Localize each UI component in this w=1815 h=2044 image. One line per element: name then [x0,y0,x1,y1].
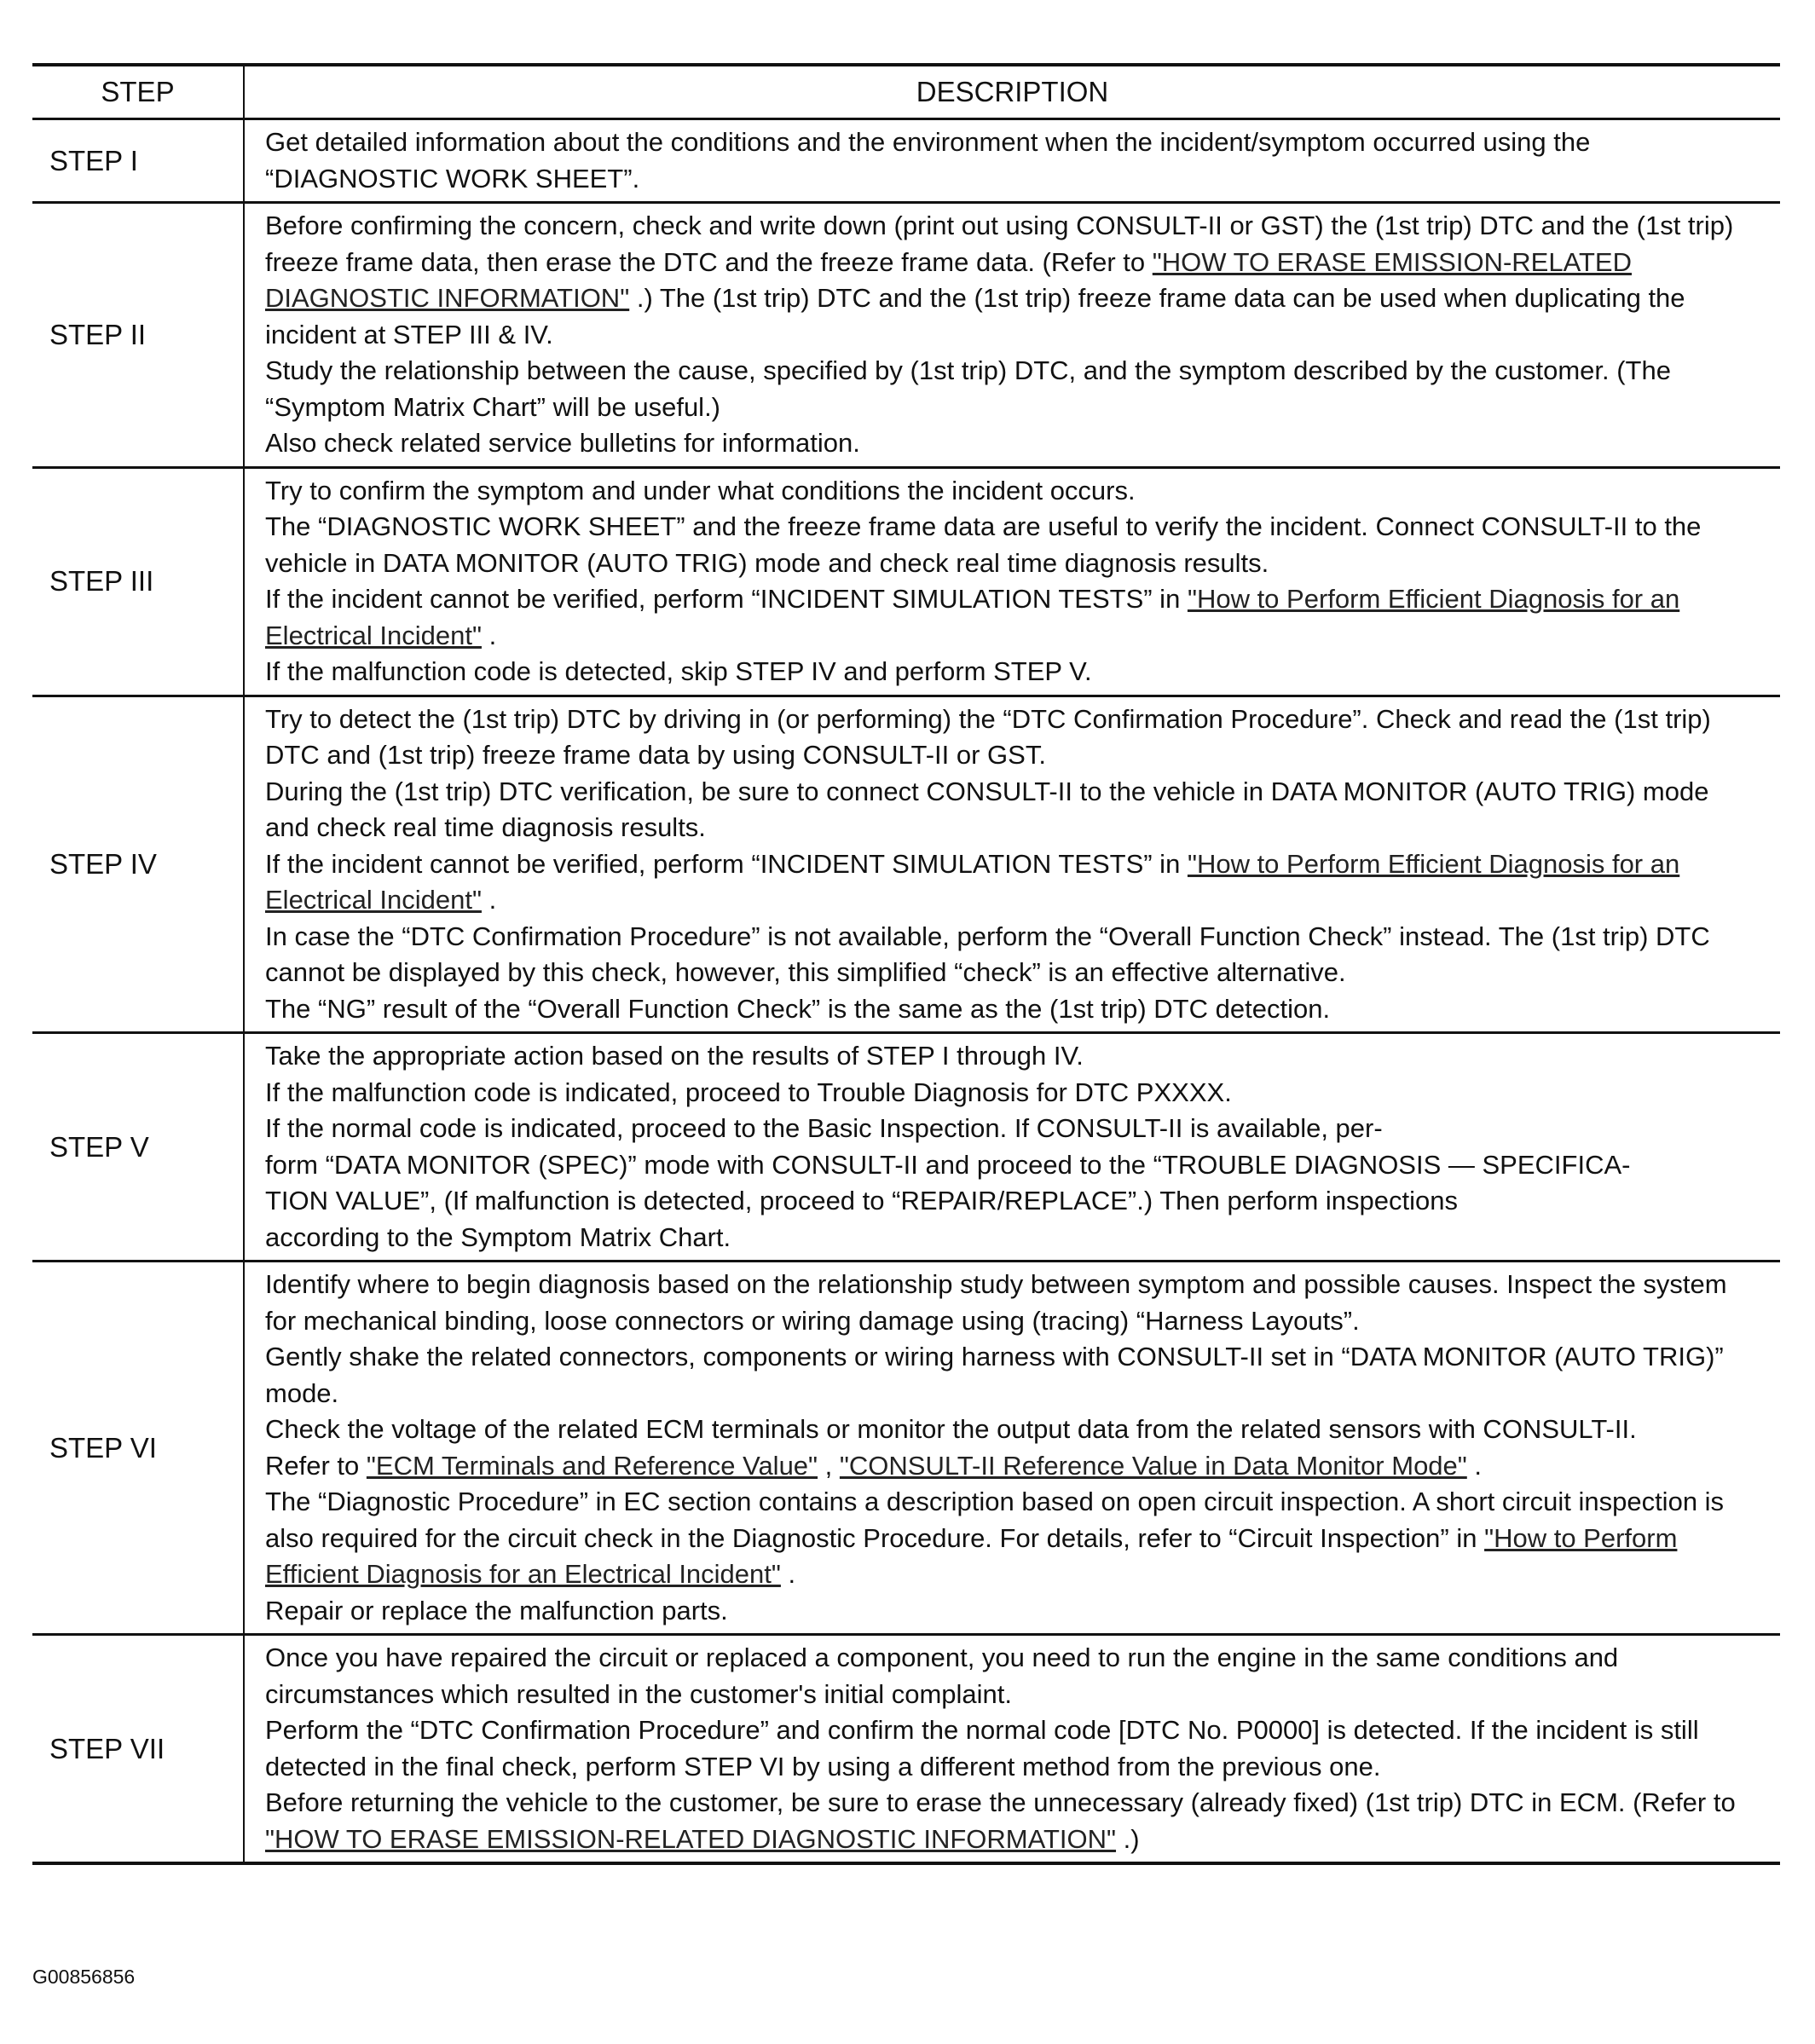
step-column-header: STEP [32,65,244,119]
description-paragraph [265,1412,1760,1448]
description-paragraph [265,1785,1760,1857]
description-paragraph [265,919,1760,991]
description-text: Check the voltage of the related ECM terminals or monitor the output data from the related sensors with CONSULT-II. [265,1414,1637,1444]
description-paragraph [265,1183,1760,1220]
table-row [32,1033,1780,1262]
description-cell [244,696,1780,1033]
description-paragraph [265,425,1760,462]
description-text: The “NG” result of the “Overall Function Check” is the same as the (1st trip) DTC detection. [265,993,1331,1024]
description-text: In case the “DTC Confirmation Procedure” is not available, perform the “Overall Function Check” instead. The (1st trip) DTC cannot be displayed by this check, however, this simplified “check” is an effective alternative. [265,921,1710,987]
step-cell: STEP I [32,119,244,203]
description-text: If the incident cannot be verified, perform “INCIDENT SIMULATION TESTS” in [265,584,1188,614]
description-paragraph [265,1339,1760,1412]
reference-link[interactable]: "HOW TO ERASE EMISSION-RELATED DIAGNOSTIC INFORMATION" [265,1823,1117,1854]
description-text: Before confirming the concern, check and write down (print out using CONSULT-II or GST) the (1st trip) DTC and the (1st trip) freeze frame data, then erase the DTC and the freeze frame data. (Refer to [265,211,1734,277]
reference-link[interactable]: "How to Perform Efficient Diagnosis for an Electrical Incident" [265,584,1680,650]
description-cell [244,119,1780,203]
table-row [32,1635,1780,1864]
description-paragraph [265,509,1760,581]
reference-link[interactable]: "ECM Terminals and Reference Value" [366,1450,818,1481]
table-row [32,696,1780,1033]
description-cell [244,1033,1780,1262]
table-body [32,119,1780,1864]
description-paragraph [265,1640,1760,1712]
table-row [32,203,1780,468]
description-text: Study the relationship between the cause, specified by (1st trip) DTC, and the symptom described by the customer. (The “Symptom Matrix Chart” will be useful.) [265,355,1671,422]
description-text: The “DIAGNOSTIC WORK SHEET” and the freeze frame data are useful to verify the incident. Connect CONSULT-II to the vehicle in DATA MONITOR (AUTO TRIG) mode and check real time diagnosis results. [265,511,1702,578]
description-cell [244,1262,1780,1635]
step-cell: STEP IV [32,696,244,1033]
description-text: Try to confirm the symptom and under what conditions the incident occurs. [265,475,1136,505]
description-paragraph [265,654,1760,690]
reference-link[interactable]: "HOW TO ERASE EMISSION-RELATED DIAGNOSTIC INFORMATION" [265,246,1632,313]
step-cell: STEP V [32,1033,244,1262]
description-text: Also check related service bulletins for information. [265,428,860,458]
description-text: If the normal code is indicated, proceed to the Basic Inspection. If CONSULT-II is available, per- [265,1113,1383,1143]
description-text: Repair or replace the malfunction parts. [265,1595,728,1625]
description-text: . [481,620,497,650]
description-paragraph [265,1267,1760,1339]
table-header-row [32,65,1780,119]
description-text: . [481,885,497,915]
description-paragraph [265,1038,1760,1075]
description-column-header: DESCRIPTION [244,65,1780,119]
description-text: . [780,1559,796,1589]
reference-link[interactable]: "How to Perform Efficient Diagnosis for an Electrical Incident" [265,848,1680,915]
description-cell [244,467,1780,696]
description-text: Try to detect the (1st trip) DTC by driving in (or performing) the “DTC Confirmation Procedure”. Check and read the (1st trip) DTC and (1st trip) freeze frame data by using CONSULT-II or GST. [265,703,1711,770]
reference-link[interactable]: "How to Perform Efficient Diagnosis for an Electrical Incident" [265,1522,1678,1589]
description-text: If the malfunction code is indicated, proceed to Trouble Diagnosis for DTC PXXXX. [265,1077,1232,1107]
description-text: form “DATA MONITOR (SPEC)” mode with CONSULT-II and proceed to the “TROUBLE DIAGNOSIS — SPECIFICA- [265,1149,1631,1180]
description-text: Take the appropriate action based on the results of STEP I through IV. [265,1041,1084,1071]
diagnostic-steps-table [32,63,1780,1865]
description-text: Once you have repaired the circuit or replaced a component, you need to run the engine in the same conditions and circumstances which resulted in the customer's initial complaint. [265,1643,1619,1709]
description-text: TION VALUE”, (If malfunction is detected, proceed to “REPAIR/REPLACE”.) Then perform inspections [265,1186,1458,1215]
description-paragraph [265,991,1760,1028]
description-text: . [1466,1450,1483,1481]
description-text: Get detailed information about the conditions and the environment when the incident/symptom occurred using the “DIAGNOSTIC WORK SHEET”. [265,127,1591,193]
description-paragraph [265,846,1760,919]
description-paragraph [265,1111,1760,1147]
description-paragraph [265,581,1760,654]
description-paragraph [265,473,1760,510]
description-text: Gently shake the related connectors, components or wiring harness with CONSULT-II set in “DATA MONITOR (AUTO TRIG)” mode. [265,1342,1724,1408]
description-paragraph [265,1712,1760,1785]
description-text: Refer to [265,1450,367,1481]
description-paragraph [265,124,1760,197]
description-text: During the (1st trip) DTC verification, be sure to connect CONSULT-II to the vehicle in DATA MONITOR (AUTO TRIG) mode and check real time diagnosis results. [265,776,1709,842]
table-row [32,119,1780,203]
description-text: .) The (1st trip) DTC and the (1st trip) freeze frame data can be used when duplicating the incident at STEP III & IV. [265,283,1685,349]
description-paragraph [265,1147,1760,1184]
description-text: Before returning the vehicle to the customer, be sure to erase the unnecessary (already fixed) (1st trip) DTC in ECM. (Refer to [265,1787,1736,1817]
description-text: , [818,1450,840,1481]
description-cell [244,203,1780,468]
description-paragraph [265,1484,1760,1593]
figure-code: G00856856 [32,1966,136,1988]
description-paragraph [265,1448,1760,1485]
description-text: Perform the “DTC Confirmation Procedure” and confirm the normal code [DTC No. P0000] is detected. If the incident is still detected in the final check, perform STEP VI by using a different method from the previous one. [265,1715,1699,1781]
table-row [32,467,1780,696]
description-paragraph [265,702,1760,774]
step-cell: STEP III [32,467,244,696]
description-paragraph [265,774,1760,846]
description-text: .) [1116,1823,1140,1854]
description-paragraph [265,1593,1760,1630]
description-text: If the incident cannot be verified, perform “INCIDENT SIMULATION TESTS” in [265,848,1188,879]
description-paragraph [265,1075,1760,1111]
description-text: The “Diagnostic Procedure” in EC section contains a description based on open circuit inspection. A short circuit inspection is also required for the circuit check in the Diagnostic Procedure. For details, refer to “Circuit Inspection” in [265,1487,1725,1553]
description-text: Identify where to begin diagnosis based on the relationship study between symptom and possible causes. Inspect the system for mechanical binding, loose connectors or wiring damage using (tracing) “Harness Layouts”. [265,1269,1727,1336]
table-row [32,1262,1780,1635]
reference-link[interactable]: "CONSULT-II Reference Value in Data Monitor Mode" [839,1450,1467,1481]
description-paragraph [265,353,1760,425]
description-paragraph [265,208,1760,353]
description-text: according to the Symptom Matrix Chart. [265,1221,731,1252]
description-text: If the malfunction code is detected, skip STEP IV and perform STEP V. [265,656,1092,686]
diagnostic-steps-sheet [32,63,1780,1865]
step-cell: STEP VI [32,1262,244,1635]
step-cell: STEP II [32,203,244,468]
step-cell: STEP VII [32,1635,244,1864]
description-cell [244,1635,1780,1864]
description-paragraph [265,1220,1760,1256]
